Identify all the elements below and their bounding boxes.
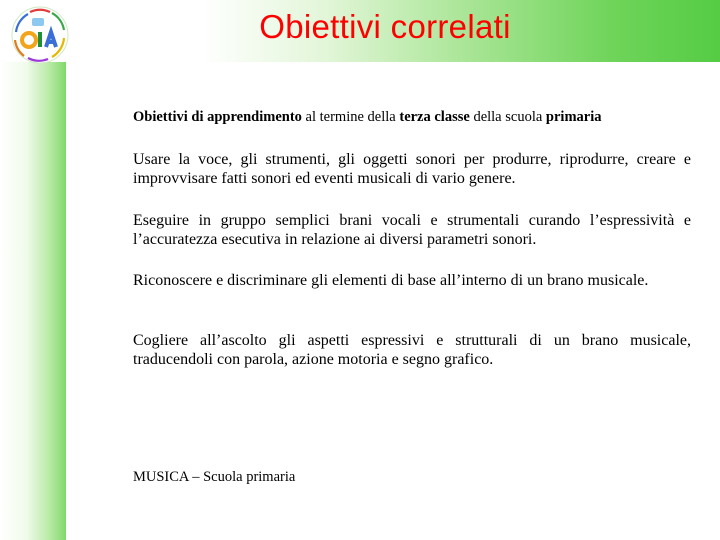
subtitle-text: della scuola [469,109,546,125]
objective-paragraph: Riconoscere e discriminare gli elementi di base all’interno di un brano musicale. [133,272,649,289]
objective-paragraph: Usare la voce, gli strumenti, gli oggetti sonori per produrre, riprodurre, creare e improvvisare fatti sonori ed eventi musicali di vario genere. [133,151,691,187]
objective-paragraph: Eseguire in gruppo semplici brani vocali e strumentali curando l’espressività e l’accuratezza esecutiva in relazione ai diversi parametri sonori. [133,212,691,248]
slide-title: Obiettivi correlati [259,8,511,45]
slide-subtitle [133,109,693,126]
subtitle-bold-class: terza classe [399,109,470,125]
subtitle-bold-level: primaria [545,109,602,125]
objective-paragraph: Cogliere all’ascolto gli aspetti espressivi e strutturali di un brano musicale, traducendoli con parola, azione motoria e segno grafico. [133,332,691,368]
subtitle-bold-objectives: Obiettivi di apprendimento [133,109,302,125]
subtitle-text: al termine della [301,109,400,125]
left-decorative-band [0,62,66,540]
slide-footer: MUSICA – Scuola primaria [133,469,296,485]
